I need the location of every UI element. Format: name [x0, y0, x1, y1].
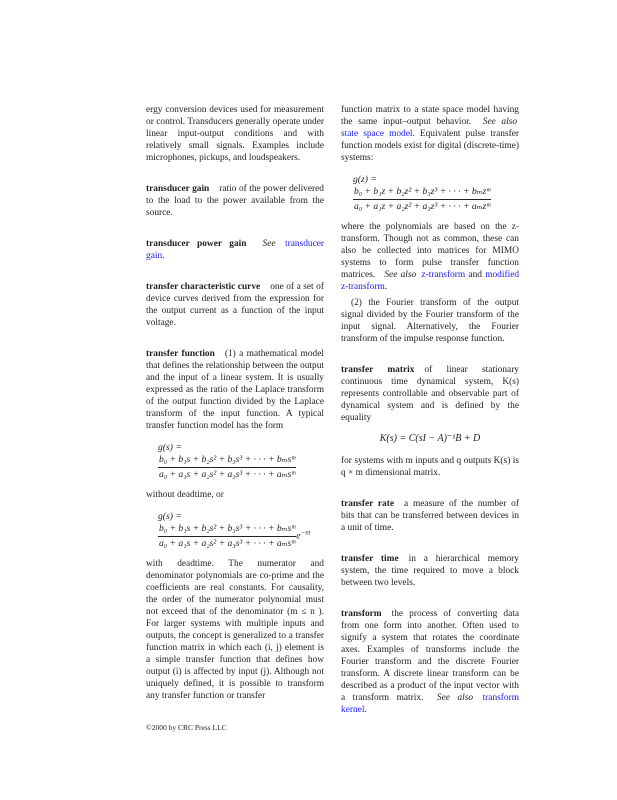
- equation-without-deadtime: [158, 441, 324, 481]
- equation-with-deadtime: [158, 510, 324, 550]
- see-also-label: See also: [482, 117, 518, 127]
- def-transfer-time: in a hierarchical memory system, the time required to move a block between two levels.: [341, 554, 519, 588]
- entry-transfer-characteristic-curve: [146, 281, 324, 329]
- eq1-fraction: [158, 454, 296, 481]
- where-text: where the polynomials are based on the z-transform. Though not as common, these can also be collected into matrices for MIMO systems to form pulse transfer function matrices.: [341, 222, 519, 280]
- continuation-text: function matrix to a state space model having the same input–output behavior.: [341, 105, 519, 127]
- def-transfer-characteristic-curve: one of a set of device curves derived from the expression for the output current as a function of the input voltage.: [146, 282, 324, 328]
- eq2-numerator: b₀ + b₁s + b₂s² + b₃s³ + · · · + bₘsᵐ: [158, 523, 296, 537]
- see-also-label: See also: [384, 270, 417, 280]
- entry-transducer-gain: [146, 183, 324, 219]
- eq3-numerator: b₀ + b₁z + b₂z² + b₃z³ + · · · + bₘzᵐ: [353, 186, 491, 200]
- link-kernel[interactable]: kernel: [341, 705, 365, 715]
- term-transfer-matrix: transfer matrix: [341, 365, 415, 375]
- entry-transfer-matrix: [341, 364, 519, 479]
- transfer-matrix-after: for systems with m inputs and q outputs K(s) is q × m dimensional matrix.: [341, 456, 519, 478]
- eq2-factor: e: [296, 530, 301, 542]
- and-text: and: [468, 270, 482, 280]
- def-transfer-matrix: of linear stationary continuous time dynamical system, K(s) represents controllable and observable part of dynamical system and is defined by the equality: [341, 365, 519, 423]
- copyright-footer: ©2000 by CRC Press LLC: [146, 723, 227, 732]
- entry-transform: [341, 608, 519, 716]
- term-transfer-characteristic-curve: transfer characteristic curve: [146, 282, 261, 292]
- punct: .: [162, 251, 165, 261]
- punct: .: [364, 705, 367, 715]
- eq1-denominator: a₀ + a₁s + a₂s² + a₃s³ + · · · + aₘsᵐ: [159, 469, 296, 480]
- entry-transfer-time: [341, 553, 519, 589]
- z-transform-paragraph: [341, 221, 519, 293]
- without-deadtime-text: without deadtime, or: [146, 490, 224, 500]
- eq3-denominator: a₀ + a₁z + a₂z² + a₃z³ + · · · + aₘzᵐ: [354, 201, 491, 212]
- term-transfer-time: transfer time: [341, 554, 399, 564]
- eq2-denominator: a₀ + a₁s + a₂s² + a₃s³ + · · · + aₘsᵐ: [159, 538, 296, 549]
- term-transfer-function: transfer function: [146, 349, 215, 359]
- entry-transfer-function: [146, 348, 324, 702]
- punct: .: [384, 282, 388, 292]
- link-transform[interactable]: transform: [482, 693, 520, 703]
- def-transducer-gain: ratio of the power delivered to the load to the power available from the source.: [146, 184, 324, 218]
- term-transducer-power-gain: transducer power gain: [146, 239, 247, 249]
- left-column: [146, 104, 324, 702]
- fourier-paragraph: (2) the Fourier transform of the output signal divided by the Fourier transform of the input signal. Alternatively, the Fourier transform of the impulse response function.: [341, 298, 519, 344]
- see-also-label: See also: [436, 693, 474, 703]
- term-transducer-gain: transducer gain: [146, 184, 210, 194]
- def-transfer-rate: a measure of the number of bits that can be transferred between devices in a unit of time.: [341, 499, 519, 533]
- continuation-text-2: . Equivalent pulse transfer function models exist for digital (discrete-time) systems:: [341, 129, 520, 163]
- right-column: [341, 104, 519, 716]
- eq3-lhs: g(z) =: [353, 174, 377, 185]
- equation-transfer-matrix: K(s) = C(sI − A)⁻¹B + D: [379, 433, 481, 444]
- transfer-function-continuation: [341, 104, 519, 164]
- transfer-function-paragraph: [146, 348, 324, 432]
- link-transducer-gain[interactable]: transducer gain: [146, 239, 325, 261]
- link-modified-z-transform[interactable]: modified z-transform: [341, 270, 520, 292]
- eq1-lhs: g(s) =: [158, 442, 182, 453]
- link-z-transform[interactable]: z-transform: [421, 270, 466, 280]
- entry-transducer-power-gain: [146, 238, 324, 262]
- see-label: See: [262, 239, 276, 249]
- def-transfer-function: (1) a mathematical model that defines the relationship between the output and the input of a linear system. It is usually expressed as the ratio of the Laplace transform of the output function divided by the Laplace transform of the input function. A typical transfer function model has the form: [146, 349, 324, 431]
- link-state-space-model[interactable]: state space model: [341, 129, 413, 139]
- equation-pulse-transfer: [353, 173, 519, 213]
- transfer-function-continued: with deadtime. The numerator and denominator polynomials are co-prime and the coefficients are real constants. For causality, the order of the numerator polynomial must not exceed that of the denominator (m ≤ n ). For larger systems with multiple inputs and outputs, the concept is generalized to a transfer function matrix in which each (i, j) element is a simple transfer function that defines how output (i) is affected by input (j). Although not uniquely defined, it is possible to transform any transfer function or transfer: [146, 559, 324, 701]
- eq3-fraction: [353, 186, 491, 213]
- def-transform: the process of converting data from one form into another. Often used to signify a system that rotates the coordinate axes. Examples of transforms include the Fourier transform and the discrete Fourier transform. A discrete linear transform can be described as a product of the input vector with a transform matrix.: [341, 609, 519, 703]
- eq2-exponent: −sτ: [300, 528, 311, 537]
- eq1-numerator: b₀ + b₁s + b₂s² + b₃s³ + · · · + bₘsᵐ: [158, 454, 296, 468]
- transfer-matrix-paragraph: [341, 364, 519, 424]
- term-transform: transform: [341, 609, 382, 619]
- term-transfer-rate: transfer rate: [341, 499, 395, 509]
- eq2-fraction: [158, 523, 296, 550]
- entry-transfer-rate: [341, 498, 519, 534]
- eq2-lhs: g(s) =: [158, 511, 182, 522]
- intro-paragraph: ergy conversion devices used for measurement or control. Transducers generally operate under linear input-output conditions and with relatively small signals. Examples include microphones, pickups, and loudspeakers.: [146, 105, 324, 163]
